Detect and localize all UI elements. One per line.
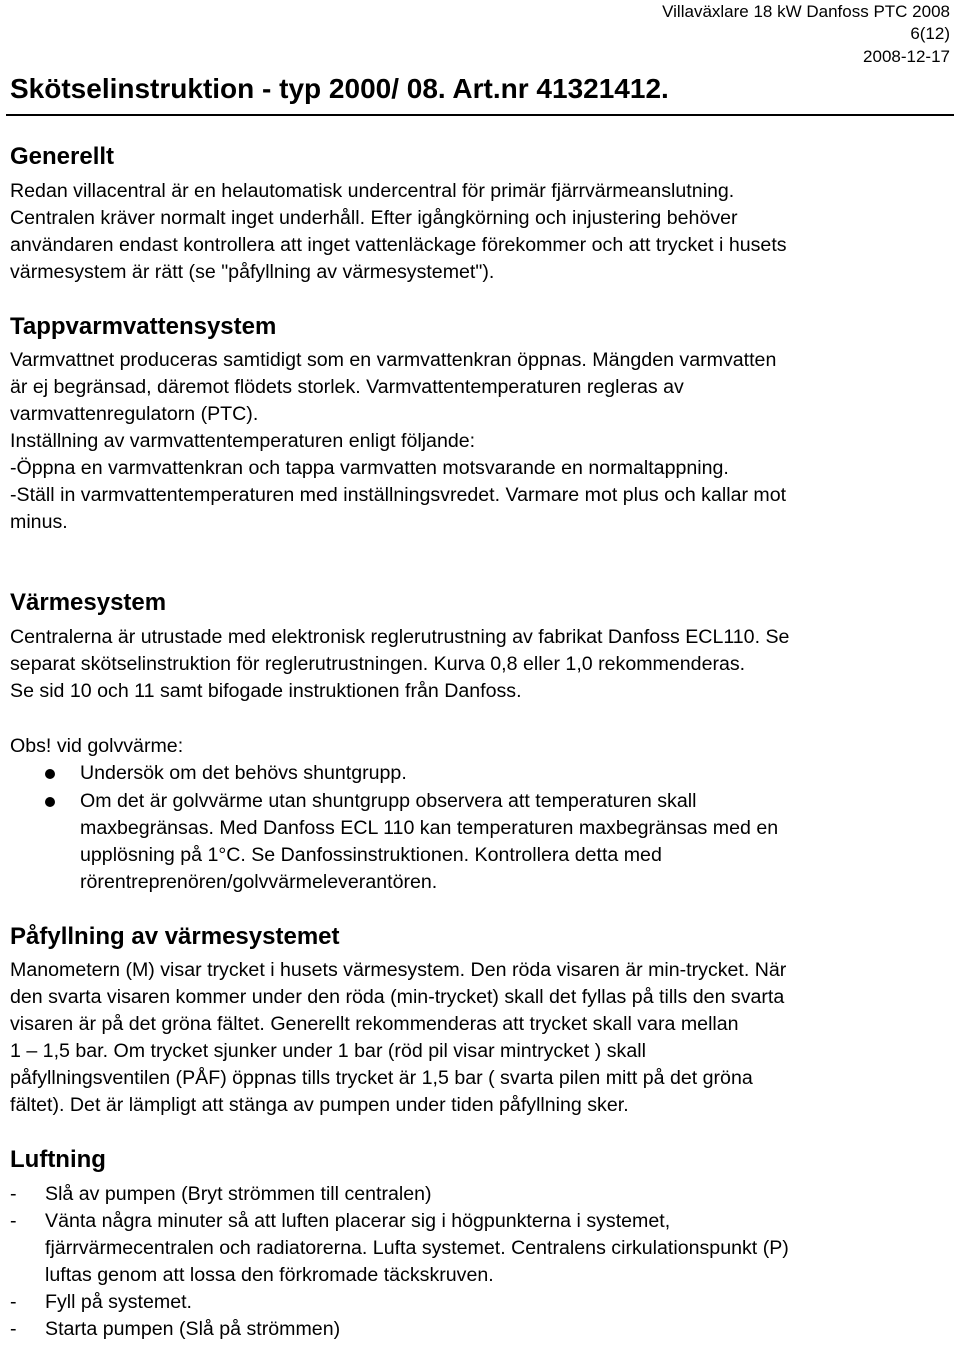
text-line: rörentreprenören/golvvärmeleverantören.: [80, 871, 438, 893]
text-line: -Öppna en varmvattenkran och tappa varmvatten motsvarande en normaltappning.: [10, 457, 729, 479]
text-line: separat skötselinstruktion för reglerutrustningen. Kurva 0,8 eller 1,0 rekommenderas.: [10, 653, 746, 675]
heading-luftning: Luftning: [10, 1146, 106, 1173]
text-line: maxbegränsas. Med Danfoss ECL 110 kan temperaturen maxbegränsas med en: [80, 817, 779, 839]
text-line: Redan villacentral är en helautomatisk undercentral för primär fjärrvärmeanslutning.: [10, 180, 735, 202]
text-line: upplösning på 1°C. Se Danfossinstruktionen. Kontrollera detta med: [80, 844, 662, 866]
text-line: varmvattenregulatorn (PTC).: [10, 403, 259, 425]
bullet-item: [80, 788, 778, 896]
text-line: Centralerna är utrustade med elektronisk reglerutrustning av fabrikat Danfoss ECL110. Se: [10, 626, 790, 648]
document-title: Skötselinstruktion - typ 2000/ 08. Art.nr 41321412.: [10, 73, 669, 104]
obs-note: Obs! vid golvvärme:: [10, 735, 184, 757]
header-doc-name: Villaväxlare 18 kW Danfoss PTC 2008: [662, 2, 950, 21]
text-line: 1 – 1,5 bar. Om trycket sjunker under 1 bar (röd pil visar mintrycket ) skall: [10, 1040, 646, 1062]
dash-marker: -: [10, 1291, 17, 1313]
header-page-number: 6(12): [910, 24, 950, 43]
list-item: [45, 1289, 192, 1316]
text-line: påfyllningsventilen (PÅF) öppnas tills trycket är 1,5 bar ( svarta pilen mitt på det gröna: [10, 1067, 753, 1089]
text-line: Starta pumpen (Slå på strömmen): [45, 1318, 341, 1340]
list-item: [45, 1316, 340, 1343]
text-line: värmesystem är rätt (se "påfyllning av värmesystemet").: [10, 261, 495, 283]
dash-marker: -: [10, 1183, 17, 1205]
text-line: Om det är golvvärme utan shuntgrupp observera att temperaturen skall: [80, 790, 697, 812]
text-line: användaren endast kontrollera att inget vattenläckage förekommer och att trycket i husets: [10, 234, 787, 256]
text-line: Vänta några minuter så att luften placerar sig i högpunkterna i systemet,: [45, 1210, 671, 1232]
text-line: Inställning av varmvattentemperaturen enligt följande:: [10, 430, 476, 452]
bullet-icon: [45, 769, 55, 779]
heading-tappvarmvatten: Tappvarmvattensystem: [10, 313, 277, 340]
text-line: visaren är på det gröna fältet. Generellt rekommenderas att trycket skall vara mellan: [10, 1013, 739, 1035]
header-date: 2008-12-17: [863, 47, 950, 66]
text-line: är ej begränsad, däremot flödets storlek. Varmvattentemperaturen regleras av: [10, 376, 684, 398]
text-line: -Ställ in varmvattentemperaturen med inställningsvredet. Varmare mot plus och kallar mot: [10, 484, 787, 506]
header-rule: [6, 114, 954, 116]
text-line: Centralen kräver normalt inget underhåll. Efter igångkörning och injustering behöver: [10, 207, 738, 229]
text-line: Varmvattnet produceras samtidigt som en varmvattenkran öppnas. Mängden varmvatten: [10, 349, 777, 371]
dash-marker: -: [10, 1318, 17, 1340]
heading-varmesystem: Värmesystem: [10, 589, 167, 616]
paragraph-varmesystem: [10, 624, 950, 705]
text-line: fältet). Det är lämpligt att stänga av pumpen under tiden påfyllning sker.: [10, 1094, 629, 1116]
text-line: Manometern (M) visar trycket i husets värmesystem. Den röda visaren är min-trycket. När: [10, 959, 787, 981]
bullet-item: [80, 760, 407, 787]
text-line: Se sid 10 och 11 samt bifogade instruktionen från Danfoss.: [10, 680, 522, 702]
heading-pafyllning: Påfyllning av värmesystemet: [10, 923, 340, 950]
paragraph-generellt: [10, 178, 950, 286]
text-line: Slå av pumpen (Bryt strömmen till centralen): [45, 1183, 432, 1205]
text-line: den svarta visaren kommer under den röda (min-trycket) skall det fyllas på tills den svarta: [10, 986, 785, 1008]
bullet-icon: [45, 797, 55, 807]
paragraph-tappvarmvatten: [10, 347, 950, 536]
text-line: Undersök om det behövs shuntgrupp.: [80, 762, 407, 784]
list-item: [45, 1181, 432, 1208]
text-line: Fyll på systemet.: [45, 1291, 192, 1313]
text-line: minus.: [10, 511, 68, 533]
text-line: luftas genom att lossa den förkromade täckskruven.: [45, 1264, 494, 1286]
heading-generellt: Generellt: [10, 143, 115, 170]
text-line: fjärrvärmecentralen och radiatorerna. Lufta systemet. Centralens cirkulationspunkt (P): [45, 1237, 789, 1259]
dash-marker: -: [10, 1210, 17, 1232]
list-item: [45, 1208, 789, 1289]
paragraph-pafyllning: [10, 957, 950, 1119]
